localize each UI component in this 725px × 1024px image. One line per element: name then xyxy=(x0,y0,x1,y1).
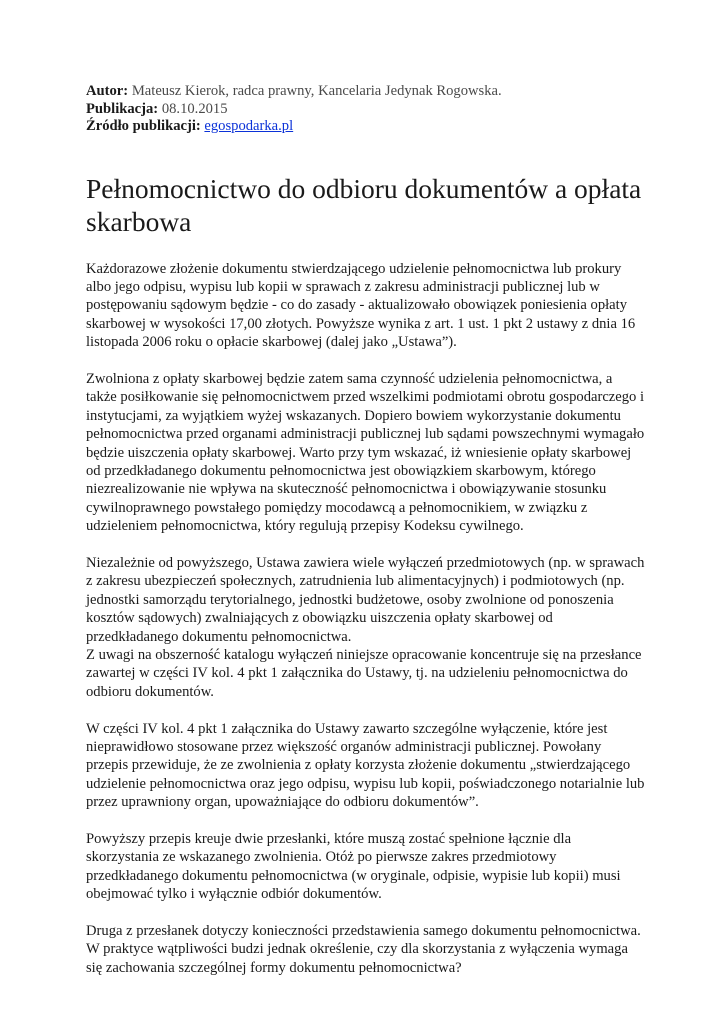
article-meta xyxy=(86,83,646,136)
publication-line xyxy=(86,101,646,119)
paragraph-1: Każdorazowe złożenie dokumentu stwierdzającego udzielenie pełnomocnictwa lub prokury albo jego odpisu, wypisu lub kopii w sprawach z zakresu administracji publicznej lub w postępowaniu sądowym będzie - co do zasady - aktualizowało obowiązek poniesienia opłaty skarbowej w wysokości 17,00 złotych. Powyższe wynika z art. 1 ust. 1 pkt 2 ustawy z dnia 16 listopada 2006 roku o opłacie skarbowej (dalej jako „Ustawa”). xyxy=(86,260,636,351)
author-value: Mateusz Kierok, radca prawny, Kancelaria Jedynak Rogowska. xyxy=(131,83,502,99)
paragraph-2: Zwolniona z opłaty skarbowej będzie zatem sama czynność udzielenia pełnomocnictwa, a także posiłkowanie się pełnomocnictwem przed wszelkimi podmiotami obrotu gospodarczego i instytucjami, za wyjątkiem wyżej wskazanych. Dopiero bowiem wykorzystanie dokumentu pełnomocnictwa przed organami administracji publicznej lub sądami powszechnymi wymagało będzie uiszczenia opłaty skarbowej. Warto przy tym wskazać, iż wniesienie opłaty skarbowej od przedkładanego dokumentu pełnomocnictwa jest obowiązkiem skarbowym, którego niezrealizowanie nie wpływa na skuteczność pełnomocnictwa i obowiązywanie stosunku cywilnoprawnego powstałego pomiędzy mocodawcą a pełnomocnikiem, w związku z udzieleniem pełnomocnictwa, który regulują przepisy Kodeksu cywilnego. xyxy=(86,370,645,535)
paragraph-3: Niezależnie od powyższego, Ustawa zawiera wiele wyłączeń przedmiotowych (np. w sprawach z zakresu ubezpieczeń społecznych, zatrudnienia lub alimentacyjnych) i podmiotowych (np. jednostki samorządu terytorialnego, jednostki budżetowe, osoby zwolnione od ponoszenia kosztów sądowych) zwalniających z obowiązku uiszczenia opłaty skarbowej od przedkładanego dokumentu pełnomocnictwa. xyxy=(86,554,645,645)
author-line xyxy=(86,83,646,101)
article-body xyxy=(86,260,646,978)
publication-date: 08.10.2015 xyxy=(161,100,228,117)
paragraph-7: Druga z przesłanek dotyczy konieczności przedstawienia samego dokumentu pełnomocnictwa. W praktyce wątpliwości budzi jednak określenie, czy dla skorzystania z wyłączenia wymaga się zachowania szczególnej formy dokumentu pełnomocnictwa? xyxy=(86,923,641,976)
document-page xyxy=(86,83,646,996)
article-title: Pełnomocnictwo do odbioru dokumentów a opłata skarbowa xyxy=(86,172,642,237)
source-link[interactable]: egospodarka.pl xyxy=(204,118,294,134)
paragraph-5: W części IV kol. 4 pkt 1 załącznika do Ustawy zawarto szczególne wyłączenie, które jest nieprawidłowo stosowane przez większość organów administracji publicznej. Powołany przepis przewiduje, że ze zwolnienia z opłaty korzysta złożenie dokumentu „stwierdzającego udzielenie pełnomocnictwa oraz jego odpisu, wypisu lub kopii, poświadczonego notarialnie lub przez uprawniony organ, upoważniające do odbioru dokumentów”. xyxy=(86,720,645,811)
publication-label: Publikacja: xyxy=(86,100,159,117)
author-label: Autor: xyxy=(86,83,129,99)
paragraph-6: Powyższy przepis kreuje dwie przesłanki, które muszą zostać spełnione łącznie dla skorzystania ze wskazanego zwolnienia. Otóż po pierwsze zakres przedmiotowy przedkładanego dokumentu pełnomocnictwa (w oryginale, odpisie, wypisie lub kopii) musi obejmować tylko i wyłącznie odbiór dokumentów. xyxy=(86,831,621,903)
source-line xyxy=(86,118,646,136)
paragraph-4: Z uwagi na obszerność katalogu wyłączeń niniejsze opracowanie koncentruje się na przesłance zawartej w części IV kol. 4 pkt 1 załącznika do Ustawy, tj. na udzieleniu pełnomocnictwa do odbioru dokumentów. xyxy=(86,647,642,700)
source-label: Źródło publikacji: xyxy=(86,118,201,134)
